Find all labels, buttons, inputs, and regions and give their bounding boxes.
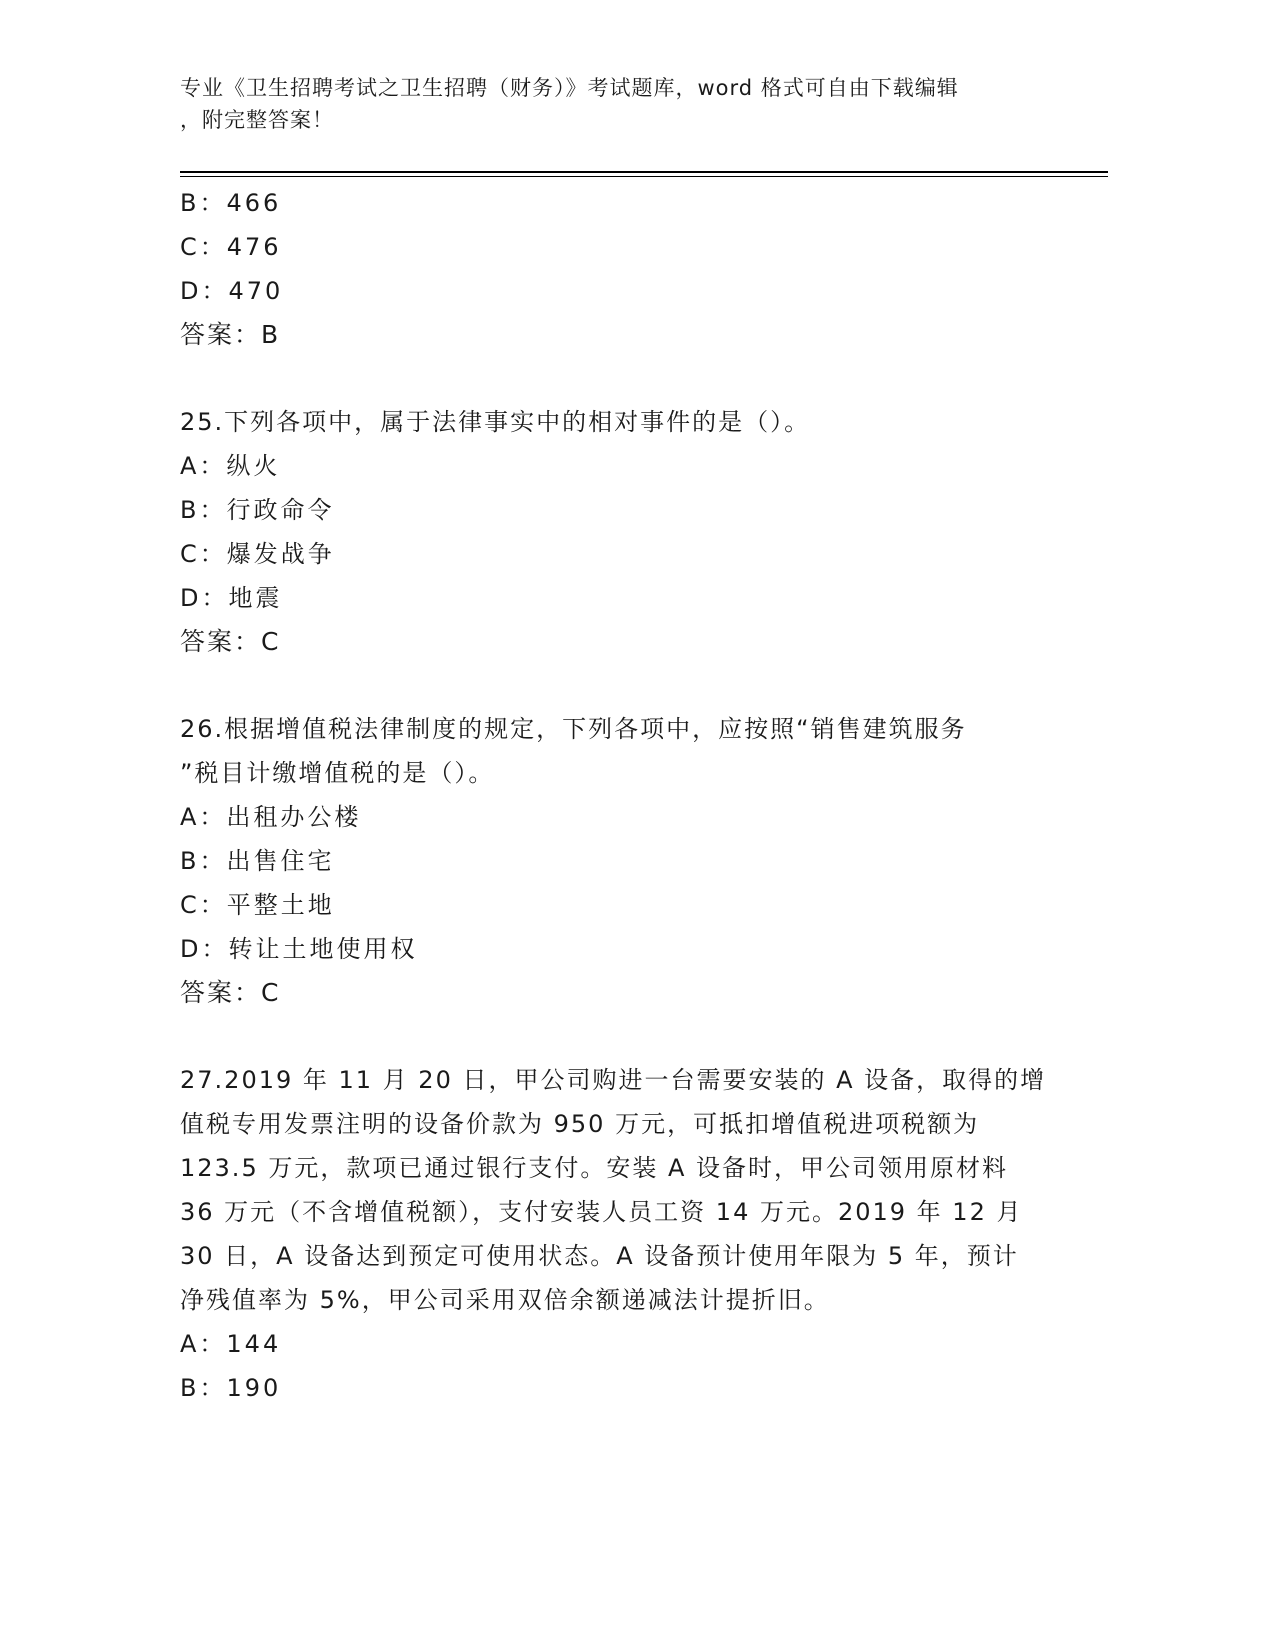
header-divider-thin [180,176,1108,177]
question-text-line: 值税专用发票注明的设备价款为 950 万元，可抵扣增值税进项税额为 [180,1110,980,1138]
question-text-line: 36 万元（不含增值税额），支付安装人员工资 14 万元。2019 年 12 月 [180,1198,1023,1226]
option-b: B：出售住宅 [180,847,335,875]
question-25 [180,400,1040,664]
option-c: C：476 [180,233,282,261]
question-text-line: ”税目计缴增值税的是（）。 [180,759,495,787]
question-text-line: 30 日，A 设备达到预定可使用状态。A 设备预计使用年限为 5 年，预计 [180,1242,1019,1270]
question-text [180,1058,1047,1322]
question-27 [180,1058,1047,1410]
document-header [180,72,1040,136]
question-26 [180,707,1040,1015]
header-divider-thick [180,171,1108,173]
answer-line: 答案：C [180,627,281,656]
question-text-line: 26.根据增值税法律制度的规定，下列各项中，应按照“销售建筑服务 [180,715,967,743]
option-c: C：爆发战争 [180,540,335,568]
option-a: A：出租办公楼 [180,803,362,831]
option-b: B：466 [180,189,282,217]
option-d: D：470 [180,277,284,305]
option-a: A：纵火 [180,452,281,480]
question-text-line: 27.2019 年 11 月 20 日，甲公司购进一台需要安装的 A 设备，取得的增 [180,1066,1047,1094]
option-b: B：190 [180,1374,282,1402]
question-text-line: 净残值率为 5%，甲公司采用双倍余额递减法计提折旧。 [180,1286,830,1314]
option-d: D：转让土地使用权 [180,935,418,963]
option-a: A：144 [180,1330,282,1358]
option-d: D：地震 [180,584,283,612]
question-text-line: 123.5 万元，款项已通过银行支付。安装 A 设备时，甲公司领用原材料 [180,1154,1009,1182]
question-prev [180,181,1040,357]
question-text [180,707,1040,795]
option-b: B：行政命令 [180,496,335,524]
header-text-line-2: ，附完整答案！ [180,108,334,132]
header-text-line-1: 专业《卫生招聘考试之卫生招聘（财务）》考试题库，word 格式可自由下载编辑 [180,76,959,100]
answer-line: 答案：B [180,320,281,349]
answer-line: 答案：C [180,978,281,1007]
question-text: 25.下列各项中，属于法律事实中的相对事件的是（）。 [180,408,811,436]
question-list [180,181,1047,1410]
option-c: C：平整土地 [180,891,335,919]
